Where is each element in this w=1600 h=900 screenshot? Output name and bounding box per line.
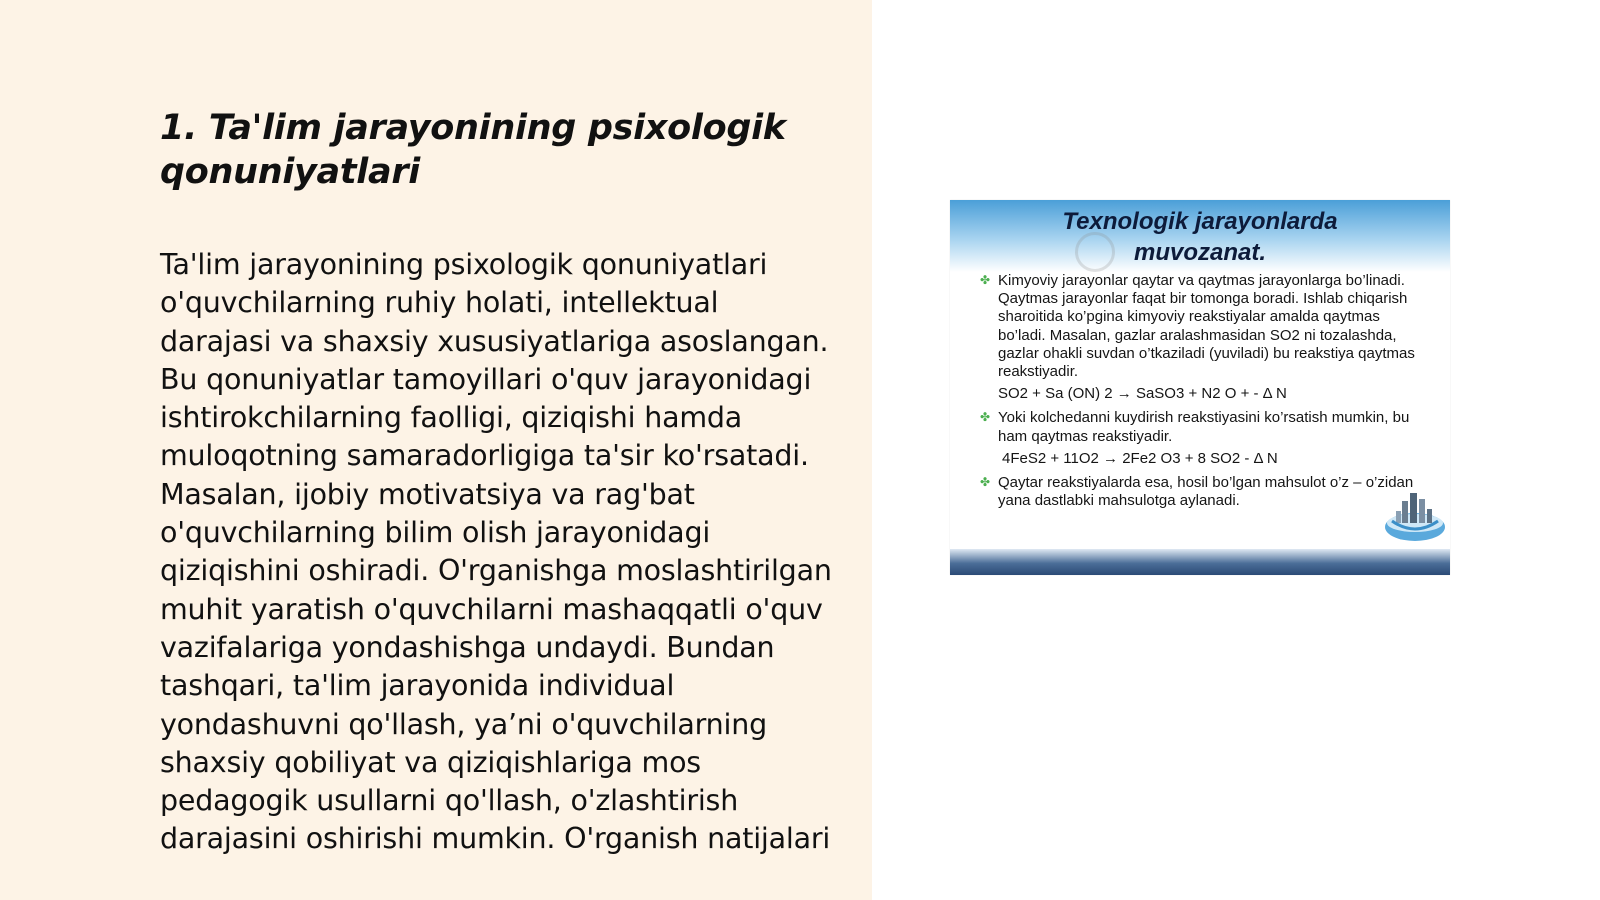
body-paragraph: Ta'lim jarayonining psixologik qonuniyatlari o'quvchilarning ruhiy holati, intellektual darajasi va shaxsiy xususiyatlariga asoslangan. Bu qonuniyatlar tamoyillari o'quv jarayonidagi ishtirokchilarning faolligi, qiziqishi hamda muloqotning samaradorligiga ta'sir ko'rsatadi. Masalan, ijobiy motivatsiya va rag'bat o'quvchilarning bilim olish jarayonidagi qiziqishini oshiradi. O'rganishga moslashtirilgan muhit yaratish o'quvchilarni mashaqqatli o'quv vazifalariga yondashishga undaydi. Bundan tashqari, ta'lim jarayonida individual yondashuvni qo'llash, ya’ni o'quvchilarning shaxsiy qobiliyat va qiziqishlariga mos pedagogik usullarni qo'llash, o'zlashtirish darajasini oshirishi mumkin. O'rganish natijalari	[160, 248, 832, 856]
globe-city-icon	[1382, 481, 1448, 547]
slide-footer-band	[950, 549, 1450, 575]
flower-bullet-icon: ✤	[980, 410, 991, 425]
slide-image	[950, 200, 1450, 575]
slide-bullet-3	[980, 474, 1420, 510]
slide-title	[950, 206, 1450, 268]
slide-title-line-2: muvozanat.	[1133, 239, 1267, 266]
slide-bullet-3-text: Qaytar reakstiyalarda esa, hosil bo’lgan mahsulot o’z – o’zidan yana dastlabki mahsulotga aylanadi.	[998, 474, 1414, 510]
flower-bullet-icon: ✤	[980, 273, 991, 287]
flower-bullet-icon: ✤	[980, 475, 991, 490]
slide-bullet-2-text: Yoki kolchedanni kuydirish reakstiyasini ko’rsatish mumkin, bu ham qaytmas reakstiyadir.	[998, 409, 1410, 445]
slide-title-line-1: Texnologik jarayonlarda	[1062, 208, 1338, 235]
slide-bullet-1-text: Kimyoviy jarayonlar qaytar va qaytmas jarayonlarga bo’linadi. Qaytmas jarayonlar faqat bir tomonga boradi. Ishlab chiqarish sharoitida ko’pgina kimyoviy reakstiyalar amalda qaytmas bo’ladi. Masalan, gazlar aralashmasidan SO2 ni tozalashda, gazlar ohakli suvdan o’tkaziladi (yuviladi) bu reakstiya qaytmas reakstiyadir.	[998, 272, 1415, 381]
section-heading: 1. Ta'lim jarayonining psixologik qonuniyatlari	[160, 108, 786, 192]
slide-bullet-2	[980, 409, 1420, 445]
slide-bullet-1	[980, 272, 1420, 381]
slide-formula-1: SO2 + Sa (ON) 2 → SaSO3 + N2 O + - Δ N	[998, 385, 1287, 403]
slide-formula-2: 4FeS2 + 11O2 → 2Fe2 O3 + 8 SO2 - Δ N	[1002, 449, 1278, 467]
slide-bullet-list	[980, 272, 1420, 514]
